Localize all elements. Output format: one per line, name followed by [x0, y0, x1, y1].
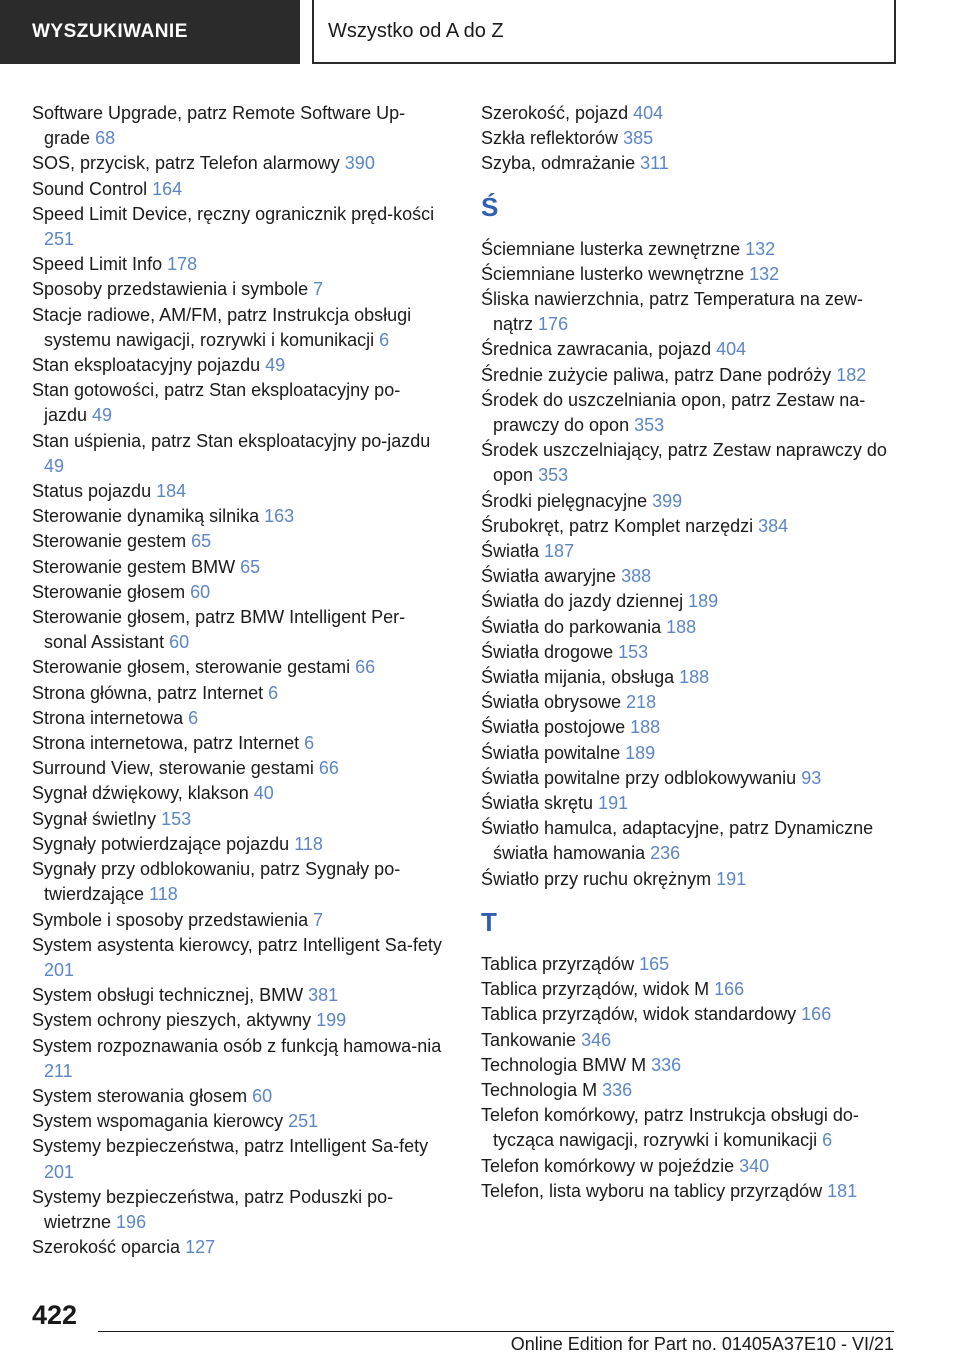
page-link[interactable]: 66	[318, 758, 339, 779]
index-entry	[481, 514, 893, 539]
index-entry	[32, 303, 442, 353]
index-entry-text: Średnica zawracania, pojazd	[481, 339, 712, 360]
index-entry-text: Telefon komórkowy w pojeździe	[481, 1155, 735, 1176]
index-entry-text: Światła powitalne	[481, 742, 621, 763]
index-entry	[481, 952, 893, 977]
page-link[interactable]: 164	[152, 178, 183, 199]
page-link[interactable]: 218	[626, 692, 657, 713]
index-entry	[32, 756, 442, 781]
page-link[interactable]: 7	[313, 279, 324, 300]
page-link[interactable]: 236	[650, 843, 681, 864]
page-link[interactable]: 399	[652, 490, 683, 511]
index-entry	[32, 277, 442, 302]
index-entry-text: Systemy bezpieczeństwa, patrz Poduszki po-wietrzne	[32, 1186, 394, 1232]
section-title: Wszystko od A do Z	[328, 19, 504, 42]
index-entry-text: System ochrony pieszych, aktywny	[32, 1010, 312, 1031]
page-link[interactable]: 49	[44, 455, 65, 476]
index-entry	[481, 337, 893, 362]
index-entry-text: Sygnały potwierdzające pojazdu	[32, 833, 290, 854]
page-link[interactable]: 181	[827, 1180, 858, 1201]
index-entry-text: System sterowania głosem	[32, 1085, 248, 1106]
index-entry-text: Tankowanie	[481, 1029, 577, 1050]
index-entry	[32, 731, 442, 756]
index-entry	[32, 655, 442, 680]
index-entry-text: Stacje radiowe, AM/FM, patrz Instrukcja obsługi systemu nawigacji, rozrywki i komunikacji	[32, 304, 412, 350]
index-entry-text: Speed Limit Info	[32, 254, 163, 275]
index-entry-text: Tablica przyrządów	[481, 953, 635, 974]
index-entry-text: Światła obrysowe	[481, 692, 622, 713]
page-link[interactable]: 336	[602, 1079, 633, 1100]
page-link[interactable]: 404	[716, 339, 747, 360]
index-entry-text: Światła skrętu	[481, 793, 594, 814]
index-entry	[481, 1002, 893, 1027]
index-entry-text: Światła powitalne przy odblokowywaniu	[481, 767, 797, 788]
index-entry	[32, 429, 442, 479]
index-entry-text: Światła awaryjne	[481, 566, 617, 587]
page-header	[0, 0, 960, 66]
index-entry-text: Sposoby przedstawienia i symbole	[32, 279, 309, 300]
index-entry-text: Sygnał świetlny	[32, 808, 157, 829]
index-entry-text: Sterowanie głosem, sterowanie gestami	[32, 657, 351, 678]
index-entry-text: Technologia BMW M	[481, 1054, 647, 1075]
index-entry	[32, 555, 442, 580]
index-entry	[32, 908, 442, 933]
page-link[interactable]: 60	[169, 632, 190, 653]
index-entry-text: Technologia M	[481, 1079, 598, 1100]
index-entry	[481, 715, 893, 740]
index-entry-text: Telefon komórkowy, patrz Instrukcja obsługi do-tycząca nawigacji, rozrywki i komunikacji	[481, 1105, 859, 1151]
index-entry	[32, 101, 442, 151]
footer-divider	[98, 1331, 894, 1332]
index-letter-heading: Ś	[481, 191, 499, 222]
page-link[interactable]: 189	[688, 591, 719, 612]
index-entry-text: System asystenta kierowcy, patrz Intelligent Sa-fety	[32, 934, 442, 955]
index-entry-text: Ściemniane lusterko wewnętrzne	[481, 263, 745, 284]
tab-search[interactable]	[0, 0, 298, 64]
page-link[interactable]: 60	[190, 581, 211, 602]
page-link[interactable]: 163	[264, 506, 295, 527]
index-entry	[32, 1185, 442, 1235]
index-entry-text: Surround View, sterowanie gestami	[32, 758, 314, 779]
page-link[interactable]: 6	[822, 1130, 833, 1151]
index-entry	[32, 202, 442, 252]
page-link[interactable]: 381	[308, 985, 339, 1006]
index-entry	[481, 977, 893, 1002]
page-link[interactable]: 49	[265, 355, 286, 376]
index-entry	[481, 438, 893, 488]
page-link[interactable]: 68	[95, 128, 116, 149]
page-link[interactable]: 188	[679, 667, 710, 688]
index-entry	[32, 1034, 442, 1084]
index-entry-text: Speed Limit Device, ręczny ogranicznik pręd-kości	[32, 203, 435, 224]
index-entry	[481, 237, 893, 262]
page-link[interactable]: 188	[630, 717, 661, 738]
index-entry	[481, 489, 893, 514]
index-entry-text: Software Upgrade, patrz Remote Software Up-grade	[32, 103, 406, 149]
page-link[interactable]: 49	[92, 405, 113, 426]
page-link[interactable]: 340	[739, 1155, 770, 1176]
index-entry-text: Status pojazdu	[32, 481, 152, 502]
page-link[interactable]: 211	[44, 1060, 73, 1081]
index-entry-text: System wspomagania kierowcy	[32, 1111, 284, 1132]
index-entry-text: Środki pielęgnacyjne	[481, 490, 648, 511]
index-entry-text: Światła do jazdy dziennej	[481, 591, 684, 612]
index-entry	[481, 1179, 893, 1204]
index-entry-text: Światło hamulca, adaptacyjne, patrz Dynamiczne światła hamowania	[481, 818, 874, 864]
index-entry-text: Stan eksploatacyjny pojazdu	[32, 355, 261, 376]
index-entry-text: Światło przy ruchu okrężnym	[481, 868, 712, 889]
page-link[interactable]: 251	[288, 1111, 319, 1132]
index-entry-text: Systemy bezpieczeństwa, patrz Intelligent Sa-fety	[32, 1136, 429, 1157]
index-entry-text: System obsługi technicznej, BMW	[32, 985, 304, 1006]
index-entry-text: Szerokość, pojazd	[481, 103, 629, 123]
index-entry-text: System rozpoznawania osób z funkcją hamowa-nia	[32, 1035, 442, 1056]
page-link[interactable]: 93	[801, 767, 822, 788]
index-entry	[32, 378, 442, 428]
page-link[interactable]: 184	[156, 481, 187, 502]
index-entry	[481, 564, 893, 589]
page-link[interactable]: 189	[625, 742, 656, 763]
index-entry-text: Stan uśpienia, patrz Stan eksploatacyjny po-jazdu	[32, 430, 431, 451]
index-entry	[481, 791, 893, 816]
index-entry	[32, 1109, 442, 1134]
index-entry-text: Światła mijania, obsługa	[481, 667, 675, 688]
page-link[interactable]: 390	[344, 153, 375, 174]
index-letter-heading: T	[481, 906, 497, 937]
index-entry	[32, 504, 442, 529]
index-entry-text: Sound Control	[32, 178, 148, 199]
index-column-right	[481, 101, 893, 1204]
section-title-box	[312, 0, 896, 64]
page-link[interactable]: 311	[640, 153, 669, 174]
index-entry	[32, 151, 442, 176]
index-entry	[32, 177, 442, 202]
page-link[interactable]: 404	[633, 103, 664, 123]
index-entry	[481, 816, 893, 866]
page-link[interactable]: 118	[294, 833, 323, 854]
index-entry-text: Śliska nawierzchnia, patrz Temperatura na zew-nątrz	[481, 289, 863, 335]
page-number: 422	[32, 1300, 78, 1330]
index-entry	[32, 353, 442, 378]
index-entry	[481, 766, 893, 791]
index-entry	[481, 867, 893, 892]
index-entry	[32, 681, 442, 706]
index-column-left	[32, 101, 442, 1260]
page-link[interactable]: 187	[544, 541, 575, 562]
page-link[interactable]: 153	[618, 641, 649, 662]
index-entry	[481, 1053, 893, 1078]
index-entry-text: Sterowanie gestem	[32, 531, 187, 552]
page-link[interactable]: 6	[268, 682, 279, 703]
index-entry-text: Szyba, odmrażanie	[481, 153, 636, 174]
page-link[interactable]: 65	[191, 531, 212, 552]
index-entry	[481, 287, 893, 337]
index-entry-text: Sygnał dźwiękowy, klakson	[32, 783, 249, 804]
index-entry-text: Strona internetowa	[32, 707, 184, 728]
index-entry	[481, 262, 893, 287]
index-entry-text: Strona internetowa, patrz Internet	[32, 733, 300, 754]
index-entry-text: Sterowanie dynamiką silnika	[32, 506, 260, 527]
index-entry	[481, 126, 893, 151]
page-link[interactable]: 182	[836, 364, 867, 385]
page-link[interactable]: 166	[714, 979, 745, 1000]
page-link[interactable]: 388	[621, 566, 652, 587]
index-entry-text: Szerokość oparcia	[32, 1237, 181, 1258]
page-link[interactable]: 191	[716, 868, 747, 889]
index-entry-text: Ściemniane lusterka zewnętrzne	[481, 238, 741, 259]
index-entry	[32, 529, 442, 554]
index-entry-text: Sterowanie gestem BMW	[32, 556, 236, 577]
index-entry-text: Telefon, lista wyboru na tablicy przyrządów	[481, 1180, 823, 1201]
index-entry-text: Sterowanie głosem, patrz BMW Intelligent Per-sonal Assistant	[32, 607, 406, 653]
index-entry	[481, 363, 893, 388]
index-entry	[481, 1078, 893, 1103]
index-entry-text: Symbole i sposoby przedstawienia	[32, 909, 309, 930]
index-entry	[32, 1084, 442, 1109]
page-link[interactable]: 188	[666, 616, 697, 637]
index-entry-text: Szkła reflektorów	[481, 128, 619, 149]
page-link[interactable]: 132	[749, 263, 780, 284]
page-link[interactable]: 40	[253, 783, 274, 804]
page-link[interactable]: 66	[355, 657, 376, 678]
index-entry	[32, 252, 442, 277]
page-link[interactable]: 251	[44, 229, 75, 250]
index-entry	[32, 857, 442, 907]
page-link[interactable]: 353	[538, 465, 569, 486]
page-link[interactable]: 127	[185, 1237, 216, 1258]
page-link[interactable]: 6	[379, 329, 390, 350]
index-entry	[32, 1008, 442, 1033]
page-link[interactable]: 199	[316, 1010, 347, 1031]
page-link[interactable]: 384	[758, 515, 789, 536]
index-entry-text: Środek uszczelniający, patrz Zestaw naprawczy do opon	[481, 440, 887, 486]
index-entry	[481, 589, 893, 614]
index-entry	[32, 580, 442, 605]
index-entry-text: Sygnały przy odblokowaniu, patrz Sygnały po-twierdzające	[32, 859, 401, 905]
page-link[interactable]: 353	[634, 415, 665, 436]
index-entry	[481, 1028, 893, 1053]
index-entry	[481, 615, 893, 640]
index-entry-text: Tablica przyrządów, widok M	[481, 979, 710, 1000]
index-entry	[32, 933, 442, 983]
index-entry	[32, 1235, 442, 1260]
index-entry	[481, 1154, 893, 1179]
index-entry	[481, 101, 893, 126]
page-link[interactable]: 385	[623, 128, 654, 149]
index-entry-text: Środek do uszczelniania opon, patrz Zestaw na-prawczy do opon	[481, 389, 866, 436]
tab-search-label: WYSZUKIWANIE	[32, 21, 188, 42]
page-link[interactable]: 132	[745, 238, 776, 259]
page-link[interactable]: 65	[240, 556, 261, 577]
index-entry-text: Światła	[481, 541, 540, 562]
index-entry	[481, 640, 893, 665]
index-entry-text: Sterowanie głosem	[32, 581, 186, 602]
index-entry	[32, 832, 442, 857]
page-link[interactable]: 201	[44, 1161, 75, 1182]
index-entry-text: Stan gotowości, patrz Stan eksploatacyjny po-jazdu	[32, 380, 401, 426]
index-entry-text: Światła postojowe	[481, 717, 626, 738]
index-entry	[481, 665, 893, 690]
index-entry	[32, 706, 442, 731]
page-link[interactable]: 196	[116, 1211, 147, 1232]
page-link[interactable]: 336	[651, 1054, 682, 1075]
index-entry	[32, 605, 442, 655]
edition-info: Online Edition for Part no. 01405A37E10 - VI/21	[510, 1334, 894, 1354]
page-link[interactable]: 7	[313, 909, 324, 930]
page-link[interactable]: 165	[639, 953, 670, 974]
page-link[interactable]: 201	[44, 959, 75, 980]
index-entry	[481, 741, 893, 766]
page-link[interactable]: 60	[252, 1085, 273, 1106]
index-entry-text: Światła do parkowania	[481, 616, 662, 637]
page-link[interactable]: 178	[167, 254, 198, 275]
page-link[interactable]: 6	[188, 707, 199, 728]
index-entry-text: Tablica przyrządów, widok standardowy	[481, 1004, 797, 1025]
index-entry-text: Śrubokręt, patrz Komplet narzędzi	[481, 515, 754, 536]
index-entry	[32, 781, 442, 806]
page-link[interactable]: 153	[161, 808, 192, 829]
index-entry-text: Światła drogowe	[481, 641, 614, 662]
index-entry	[32, 1134, 442, 1184]
index-entry	[481, 690, 893, 715]
index-entry-text: SOS, przycisk, patrz Telefon alarmowy	[32, 153, 340, 174]
page-link[interactable]: 118	[149, 884, 178, 905]
page-link[interactable]: 6	[304, 733, 315, 754]
index-entry	[32, 983, 442, 1008]
index-entry	[32, 479, 442, 504]
index-entry	[481, 1103, 893, 1153]
index-entry-text: Średnie zużycie paliwa, patrz Dane podróży	[481, 364, 832, 385]
page-link[interactable]: 346	[581, 1029, 612, 1050]
page-link[interactable]: 191	[598, 793, 629, 814]
index-entry	[481, 151, 893, 176]
index-entry	[481, 539, 893, 564]
index-entry	[32, 807, 442, 832]
index-entry	[481, 388, 893, 438]
index-entry-text: Strona główna, patrz Internet	[32, 682, 264, 703]
page-link[interactable]: 176	[538, 314, 569, 335]
page-link[interactable]: 166	[801, 1004, 832, 1025]
